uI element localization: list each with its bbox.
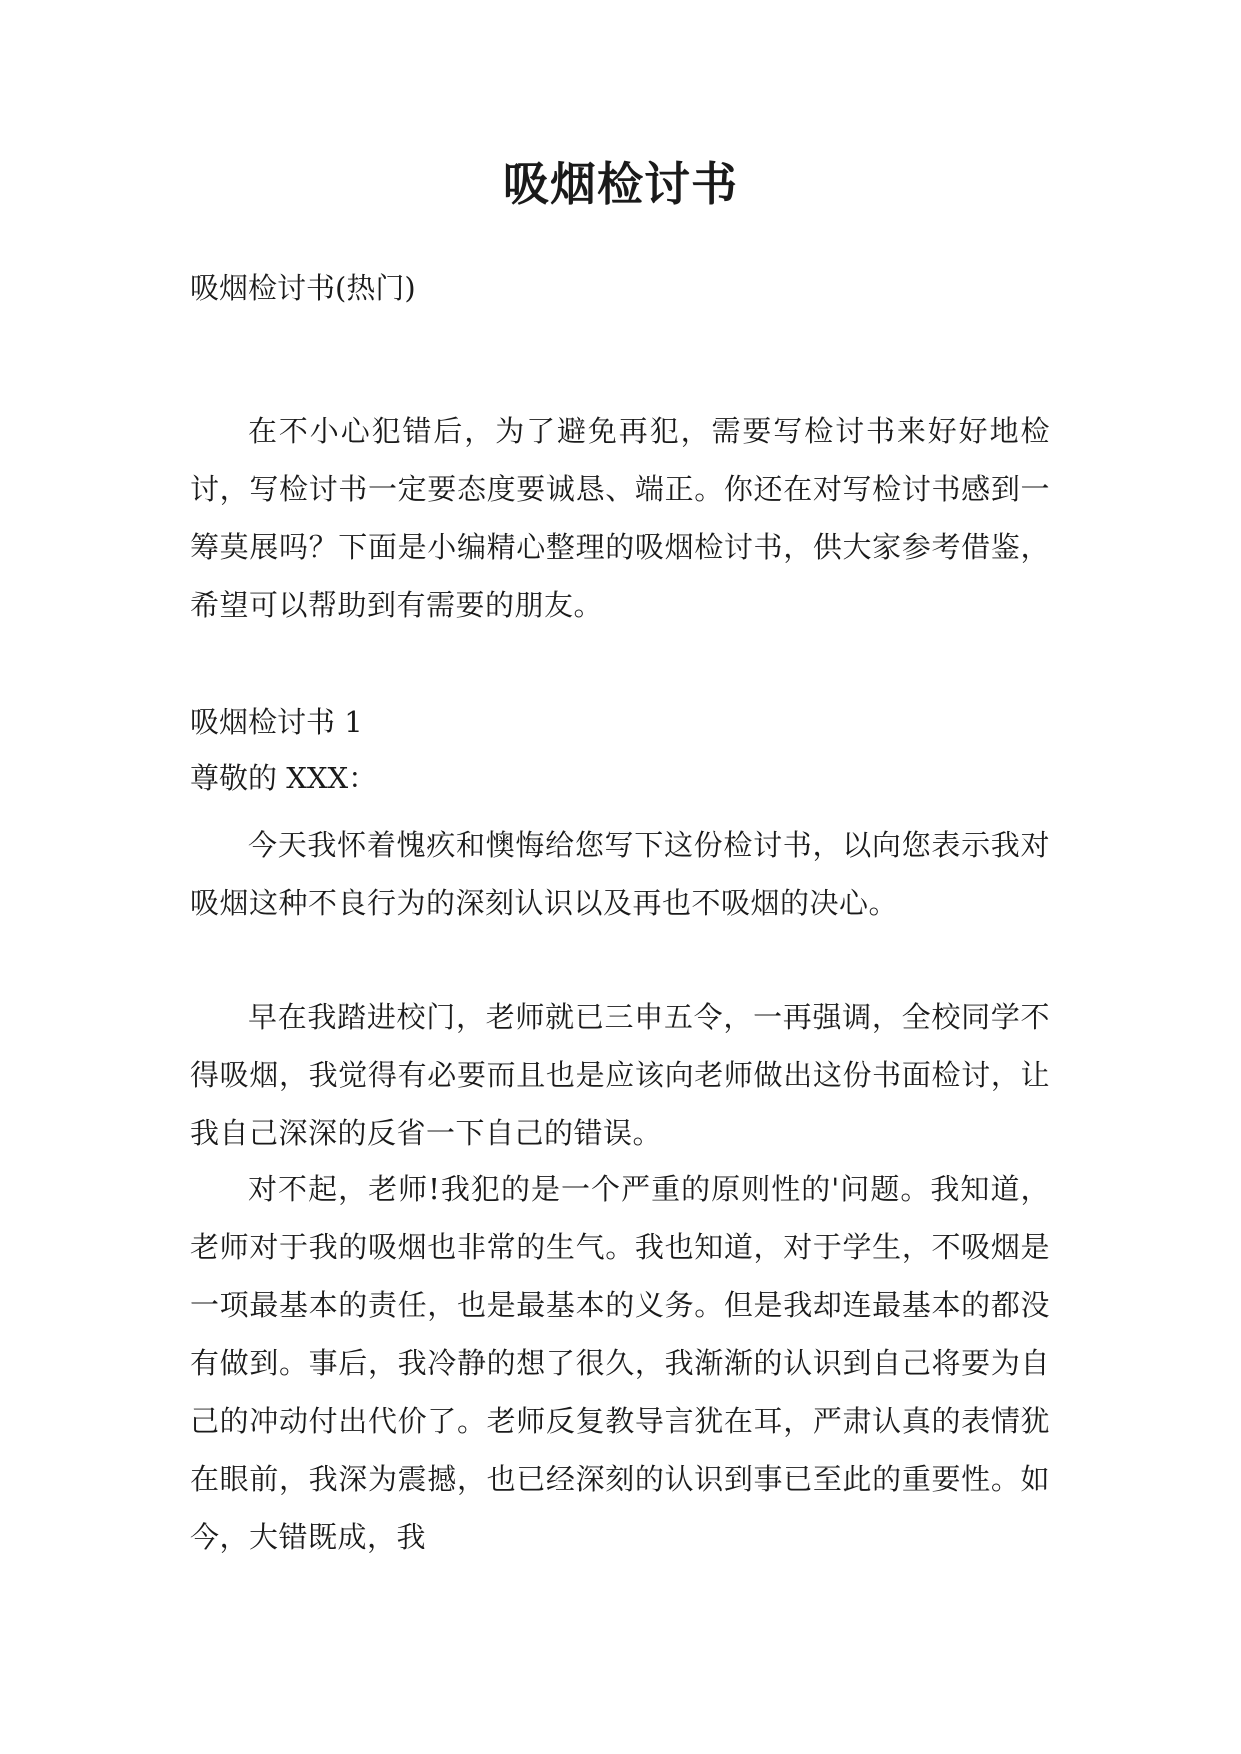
section-heading: 吸烟检讨书 1 [190, 705, 363, 739]
document-title: 吸烟检讨书 [503, 157, 738, 211]
body-paragraph-2: 早在我踏进校门，老师就已三申五令，一再强调，全校同学不得吸烟，我觉得有必要而且也是应该向老师做出这份书面检讨，让我自己深深的反省一下自己的错误。 [190, 1000, 1050, 1150]
body-paragraph-3: 对不起，老师!我犯的是一个严重的原则性的'问题。我知道，老师对于我的吸烟也非常的生气。我也知道，对于学生，不吸烟是一项最基本的责任，也是最基本的义务。但是我却连最基本的都没有做到。事后，我冷静的想了很久，我渐渐的认识到自己将要为自己的冲动付出代价了。老师反复教导言犹在耳，严肃认真的表情犹在眼前，我深为震撼，也已经深刻的认识到事已至此的重要性。如今，大错既成，我 [190, 1172, 1050, 1554]
document-subtitle: 吸烟检讨书(热门) [190, 271, 416, 305]
salutation: 尊敬的 XXX： [190, 761, 378, 795]
intro-paragraph: 在不小心犯错后，为了避免再犯，需要写检讨书来好好地检讨，写检讨书一定要态度要诚恳、端正。你还在对写检讨书感到一筹莫展吗？下面是小编精心整理的吸烟检讨书，供大家参考借鉴，希望可以帮助到有需要的朋友。 [190, 414, 1050, 622]
body-paragraph-1: 今天我怀着愧疚和懊悔给您写下这份检讨书，以向您表示我对吸烟这种不良行为的深刻认识以及再也不吸烟的决心。 [190, 828, 1050, 920]
